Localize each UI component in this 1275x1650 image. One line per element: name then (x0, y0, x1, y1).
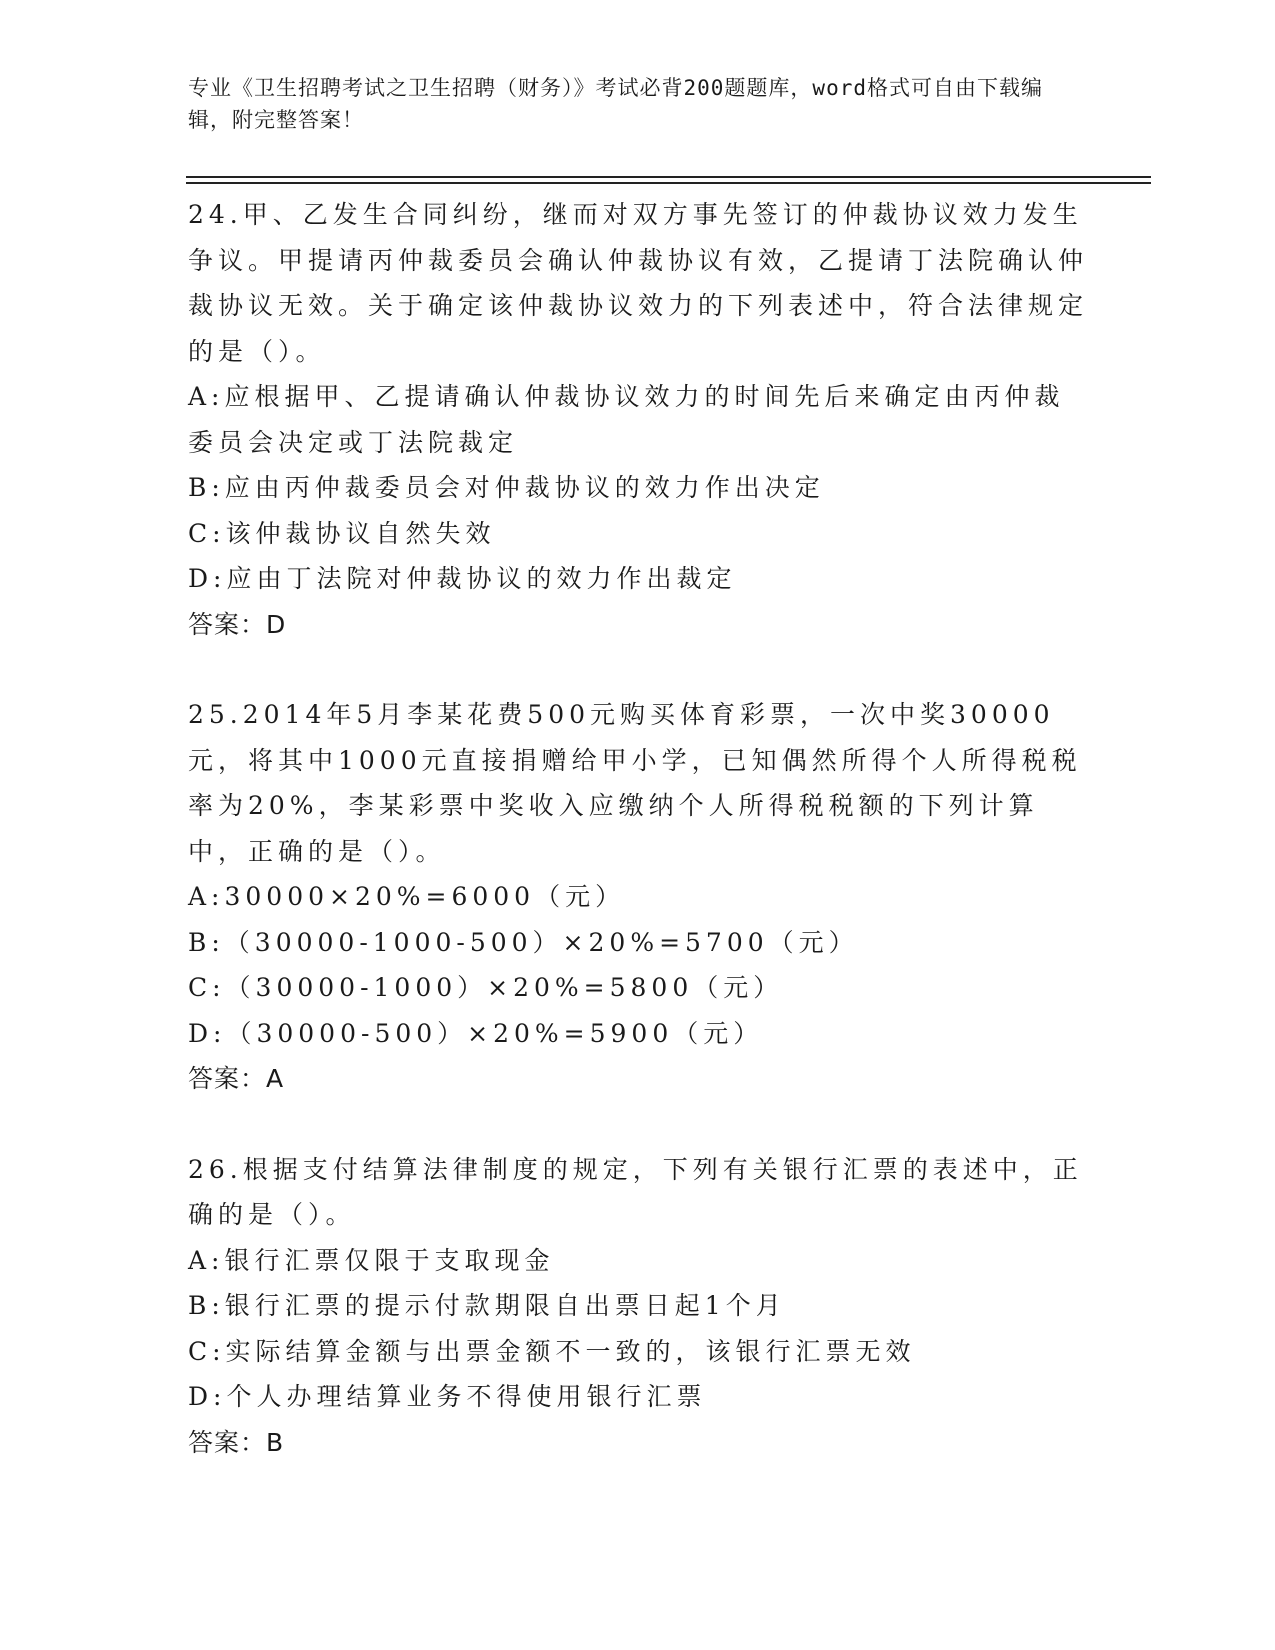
option-d: D:个人办理结算业务不得使用银行汇票 (188, 1382, 707, 1411)
answer-line: 答案：B (188, 1427, 285, 1457)
option-a: A:30000×20%=6000（元） (188, 882, 626, 911)
question-spacer (188, 647, 1088, 692)
question-stem: 24.甲、乙发生合同纠纷，继而对双方事先签订的仲裁协议效力发生争议。甲提请丙仲裁委员会确认仲裁协议有效，乙提请丁法院确认仲裁协议无效。关于确定该仲裁协议效力的下列表述中，符合法律规定的是（）。 (188, 200, 1089, 366)
question-26 (188, 1147, 1088, 1466)
header-divider-bottom (186, 182, 1151, 184)
option-b: B:应由丙仲裁委员会对仲裁协议的效力作出决定 (188, 473, 825, 502)
option-c: C:该仲裁协议自然失效 (188, 518, 496, 548)
answer-line: 答案：D (188, 609, 287, 639)
question-stem: 25.2014年5月李某花费500元购买体育彩票，一次中奖30000元，将其中1000元直接捐赠给甲小学，已知偶然所得个人所得税税率为20%，李某彩票中奖收入应缴纳个人所得税税额的下列计算中，正确的是（）。 (188, 700, 1082, 866)
option-c: C:实际结算金额与出票金额不一致的，该银行汇票无效 (188, 1336, 916, 1366)
question-24 (188, 192, 1088, 647)
question-stem: 26.根据支付结算法律制度的规定，下列有关银行汇票的表述中，正确的是（）。 (188, 1154, 1083, 1229)
option-b: B:银行汇票的提示付款期限自出票日起1个月 (188, 1291, 786, 1320)
document-header: 专业《卫生招聘考试之卫生招聘（财务）》考试必背200题题库，word格式可自由下载编辑，附完整答案！ (188, 76, 1043, 132)
option-d: D:（30000-500）×20%=5900（元） (188, 1018, 764, 1048)
option-a: A:银行汇票仅限于支取现金 (188, 1245, 555, 1275)
option-d: D:应由丁法院对仲裁协议的效力作出裁定 (188, 564, 737, 593)
header-divider-top (186, 176, 1151, 178)
answer-line: 答案：A (188, 1064, 285, 1093)
option-a: A:应根据甲、乙提请确认仲裁协议效力的时间先后来确定由丙仲裁委员会决定或丁法院裁定 (188, 382, 1065, 457)
option-c: C:（30000-1000）×20%=5800（元） (188, 973, 784, 1002)
question-list (188, 192, 1088, 1465)
question-25 (188, 692, 1088, 1102)
question-spacer (188, 1102, 1088, 1147)
option-b: B:（30000-1000-500）×20%=5700（元） (188, 927, 859, 957)
